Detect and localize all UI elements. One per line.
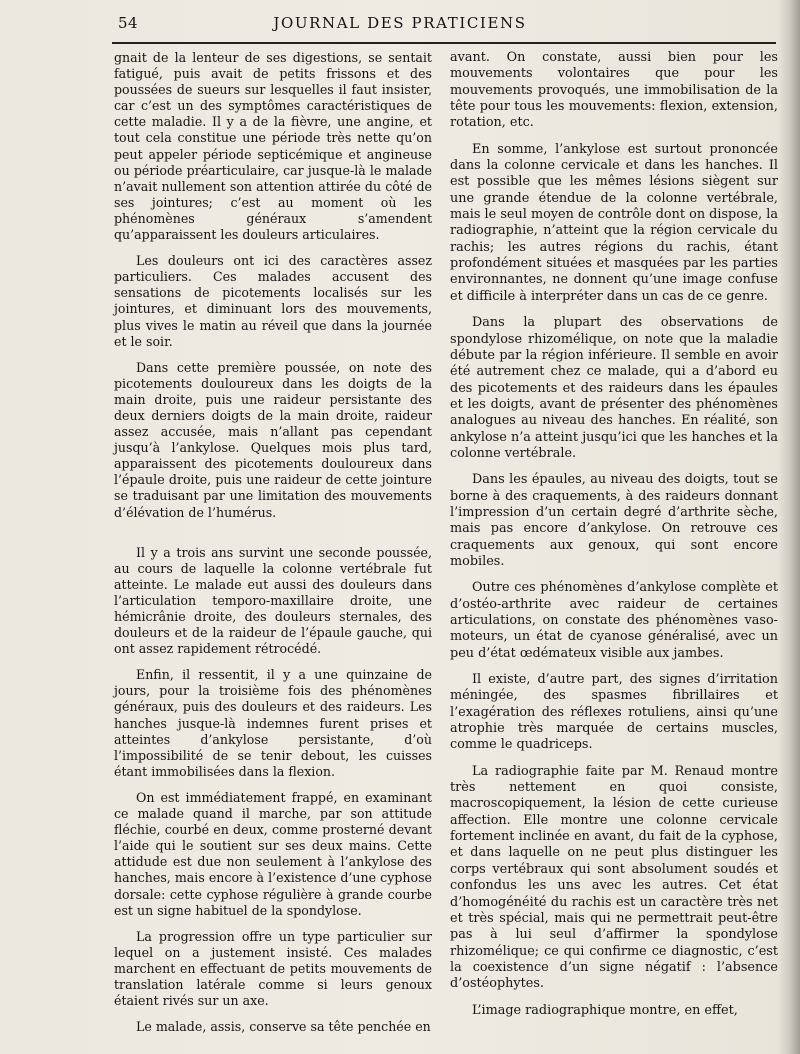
paragraph: avant. On constate, aussi bien pour les mouvements volontaires que pour les mouvements provoqués, une immobilisation de la tête pour tous les mouvements: flexion, extension, rotation, etc. — [450, 50, 778, 131]
paragraph: Il y a trois ans survint une seconde poussée, au cours de laquelle la colonne vertébrale fut atteinte. Le malade eut aussi des douleurs dans l’articulation temporo-maxillaire droite, une hémicrânie droite, des douleurs sternales, des douleurs et de la raideur de l’épaule gauche, qui ont assez rapidement rétrocédé. — [114, 544, 432, 657]
page-header — [0, 14, 800, 40]
paragraph: L’image radiographique montre, en effet, — [472, 1002, 738, 1018]
paragraph: On est immédiatement frappé, en examinant ce malade quand il marche, par son attitude fléchie, courbé en deux, comme prosterné devant l’aide qui le soutient sur ses deux mains. Cette attidude est due non seulement à l’ankylose des hanches, mais encore à l’existence d’une cyphose dorsale: cette cyphose régulière à grande courbe est un signe habituel de la spondylose. — [114, 789, 432, 918]
paragraph: Il existe, d’autre part, des signes d’irritation méningée, des spasmes fibrillaires et l’exagération des réflexes rotuliens, ainsi qu’une atrophie très marquée de certains muscles, comme le quadriceps. — [450, 672, 778, 753]
right-column — [450, 50, 778, 1029]
paragraph: En somme, l’ankylose est surtout prononcée dans la colonne cervicale et dans les hanches. Il est possible que les mêmes lésions siègent sur une grande étendue de la colonne vertébrale, mais le seul moyen de contrôle dont on dispose, la radiographie, n’atteint que la région cervicale du rachis; les autres régions du rachis, étant profondément situées et masquées par les parties environnantes, ne donnent qu’une image confuse et difficile à interpréter dans un cas de ce genre. — [450, 141, 778, 304]
paragraph: Les douleurs ont ici des caractères assez particuliers. Ces malades accusent des sensations de picotements localisés sur les jointures, et diminuant lors des mouvements, plus vives le matin au réveil que dans la journée et le soir. — [114, 253, 432, 349]
left-column — [114, 50, 432, 1045]
paragraph: Dans les épaules, au niveau des doigts, tout se borne à des craquements, à des raideurs donnant l’impression d’un certain degré d’arthrite sèche, mais pas encore d’ankylose. On retrouve ces craquements aux genoux, qui sont encore mobiles. — [450, 472, 778, 569]
page-number: 54 — [118, 14, 139, 32]
paragraph: Le malade, assis, conserve sa tête penchée en — [136, 1019, 431, 1035]
paragraph: gnait de la lenteur de ses digestions, se sentait fatigué, puis avait de petits frissons et des poussées de sueurs sur lesquelles il faut insister, car c’est un des symptômes caractéristiques de cette maladie. Il y a de la fièvre, une angine, et tout cela constitue une période très nette qu’on peut appeler période septicémique et angineuse ou période préarticulaire, car jusque-là le malade n’avait nullement son attention attirée du côté de ses jointures; c’est au moment où les phénomènes généraux s’amendent qu’apparaissent les douleurs articulaires. — [114, 50, 432, 243]
paragraph: Enfin, il ressentit, il y a une quinzaine de jours, pour la troisième fois des phénomènes généraux, puis des douleurs et des raideurs. Les hanches jusque-là indemnes furent prises et atteintes d’ankylose persistante, d’où l’impossibilité de se tenir debout, les cuisses étant immobilisées dans la flexion. — [114, 667, 432, 779]
header-rule — [112, 42, 776, 44]
page-edge-shadow — [778, 0, 800, 1054]
paragraph: Outre ces phénomènes d’ankylose complète et d’ostéo-arthrite avec raideur de certaines articulations, on constate des phénomènes vaso-moteurs, un état de cyanose généralisé, avec un peu d’état œdémateux visible aux jambes. — [450, 580, 778, 661]
paragraph: La progression offre un type particulier sur lequel on a justement insisté. Ces malades marchent en effectuant de petits mouvements de translation latérale comme si leurs genoux étaient rivés sur un axe. — [114, 928, 432, 1009]
paragraph: La radiographie faite par M. Renaud montre très nettement en quoi consiste, macroscopiquement, la lésion de cette curieuse affection. Elle montre une colonne cervicale fortement inclinée en avant, du fait de la cyphose, et dans laquelle on ne peut plus distinguer les corps vertébraux qui sont absolument soudés et confondus les uns avec les autres. Cet état d’homogénéité du rachis est un caractère très net et très spécial, mais qui ne permettrait peut-être pas à lui seul d’affirmer la spondylose rhizomélique; ce qui confirme ce diagnostic, c’est la coexistence d’un signe négatif : l’absence d’ostéophytes. — [450, 763, 778, 992]
paragraph: Dans cette première poussée, on note des picotements douloureux dans les doigts de la main droite, puis une raideur persistante des deux derniers doigts de la main droite, raideur assez accusée, mais n’allant pas cependant jusqu’à l’ankylose. Quelques mois plus tard, apparaissent des picotements douloureux dans l’épaule droite, puis une raideur de cette jointure se traduisant par une limitation des mouvements d’élévation de l’humérus. — [114, 359, 432, 520]
running-title: JOURNAL DES PRATICIENS — [273, 14, 527, 32]
paragraph: Dans la plupart des observations de spondylose rhizomélique, on note que la maladie débute par la région inférieure. Il semble en avoir été autrement chez ce malade, qui a d’abord eu des picotements et des raideurs dans les épaules et les doigts, avant de présenter des phénomènes analogues au niveau des hanches. En réalité, son ankylose n’a atteint jusqu’ici que les hanches et la colonne vertébrale. — [450, 315, 778, 461]
